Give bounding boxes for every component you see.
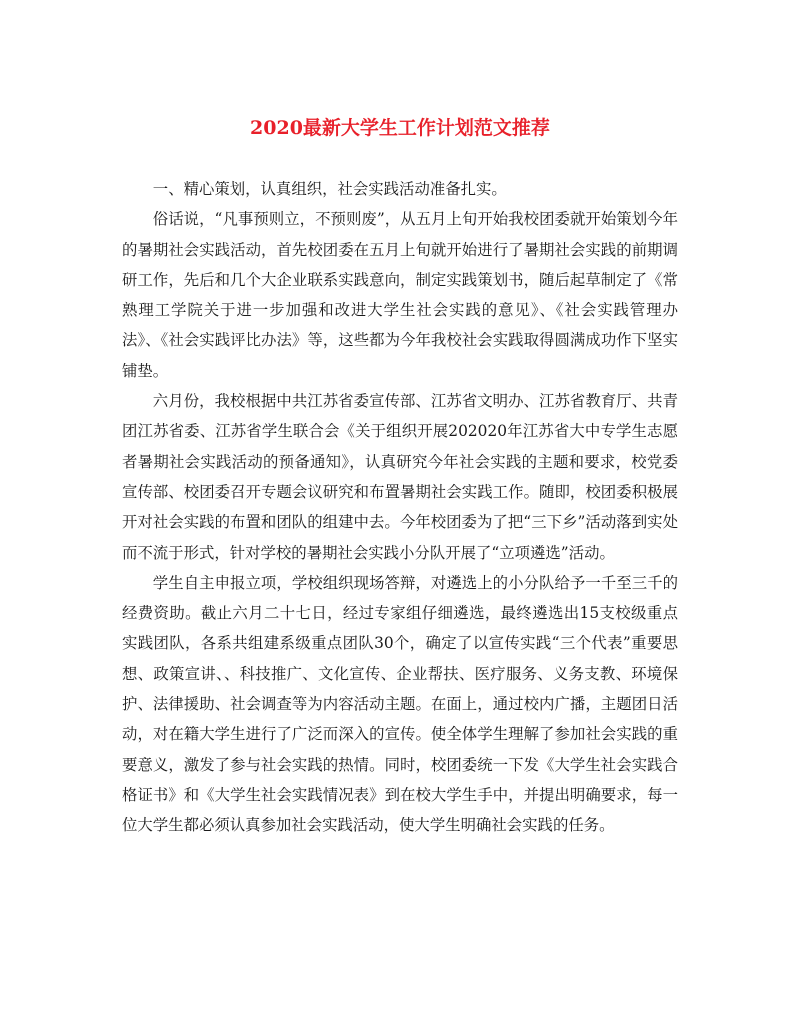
document-title: 2020最新大学生工作计划范文推荐 <box>250 117 550 139</box>
section-heading: 一、精心策划，认真组织，社会实践活动准备扎实。 <box>152 180 507 198</box>
paragraph-planning: 俗话说，“凡事预则立，不预则废”，从五月上旬开始我校团委就开始策划今年的暑期社会实践活动，首先校团委在五月上旬就开始进行了暑期社会实践的前期调研工作，先后和几个大企业联系实践意向，制定实践策划书，随后起草制定了《常熟理工学院关于进一步加强和改进大学生社会实践的意见》、《社会实践管理办法》、《社会实践评比办法》等，这些都为今年我校社会实践取得圆满成功作下坚实铺垫。 <box>122 210 678 380</box>
document-body <box>122 174 678 841</box>
paragraph-june: 六月份，我校根据中共江苏省委宣传部、江苏省文明办、江苏省教育厅、共青团江苏省委、江苏省学生联合会《关于组织开展202020年江苏省大中专学生志愿者暑期社会实践活动的预备通知》，认真研究今年社会实践的主题和要求，校党委宣传部、校团委召开专题会议研究和布置暑期社会实践工作。随即，校团委积极展开对社会实践的布置和团队的组建中去。今年校团委为了把“三下乡”活动落到实处而不流于形式，针对学校的暑期社会实践小分队开展了“立项遴选”活动。 <box>122 392 678 562</box>
paragraph-selection: 学生自主申报立项，学校组织现场答辩，对遴选上的小分队给予一千至三千的经费资助。截止六月二十七日，经过专家组仔细遴选，最终遴选出15支校级重点实践团队，各系共组建系级重点团队30个，确定了以宣传实践“三个代表”重要思想、政策宣讲、、科技推广、文化宣传、企业帮扶、医疗服务、义务支教、环境保护、法律援助、社会调查等为内容活动主题。在面上，通过校内广播，主题团日活动，对在籍大学生进行了广泛而深入的宣传。使全体学生理解了参加社会实践的重要意义，激发了参与社会实践的热情。同时，校团委统一下发《大学生社会实践合格证书》和《大学生社会实践情况表》到在校大学生手中，并提出明确要求，每一位大学生都必须认真参加社会实践活动，使大学生明确社会实践的任务。 <box>122 573 678 835</box>
